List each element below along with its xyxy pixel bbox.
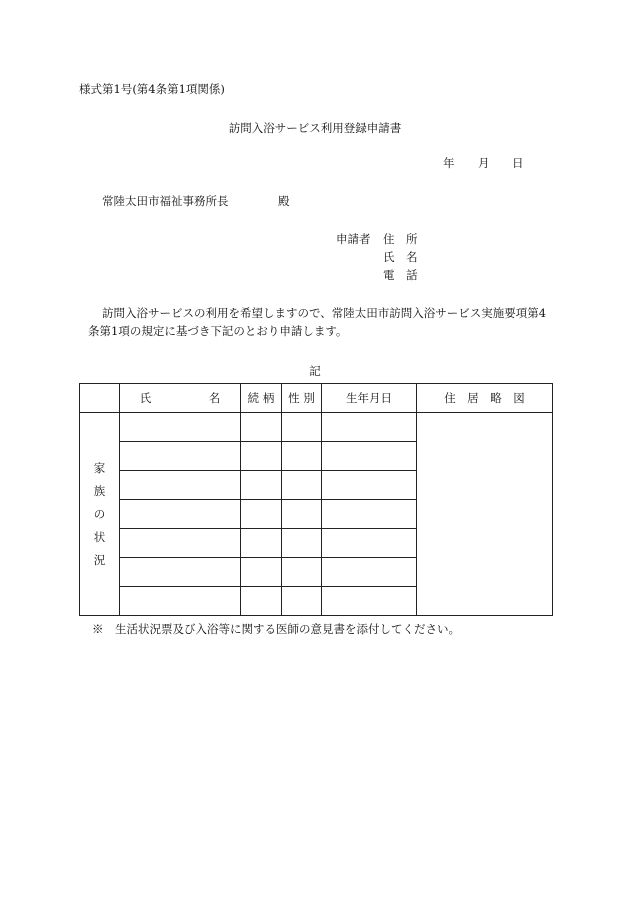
gender-cell[interactable] — [282, 442, 322, 471]
addressee-honorific: 殿 — [278, 194, 290, 208]
relation-cell[interactable] — [241, 442, 282, 471]
gender-cell[interactable] — [282, 558, 322, 587]
applicant-name-label: 氏 名 — [383, 250, 418, 264]
header-gender: 性 別 — [282, 384, 322, 413]
name-cell[interactable] — [120, 413, 241, 442]
gender-cell[interactable] — [282, 413, 322, 442]
form-number: 様式第1号(第4条第1項関係) — [79, 82, 225, 96]
name-cell[interactable] — [120, 500, 241, 529]
table-header-row — [80, 384, 553, 413]
applicant-phone-label: 電 話 — [383, 268, 418, 282]
relation-cell[interactable] — [241, 500, 282, 529]
body-text-line-1: 訪問入浴サービスの利用を希望しますので、常陸太田市訪問入浴サービス実施要項第4 — [102, 306, 547, 320]
name-cell[interactable] — [120, 558, 241, 587]
side-label-char: 族 — [93, 483, 106, 498]
birthdate-cell[interactable] — [322, 529, 417, 558]
residence-map-cell[interactable] — [417, 413, 553, 616]
name-cell[interactable] — [120, 442, 241, 471]
body-text-line-2: 条第1項の規定に基づき下記のとおり申請します。 — [88, 324, 348, 338]
date-year-label: 年 — [443, 156, 455, 170]
relation-cell[interactable] — [241, 413, 282, 442]
birthdate-cell[interactable] — [322, 442, 417, 471]
family-status-table — [79, 383, 553, 616]
applicant-label: 申請者 — [336, 232, 371, 246]
gender-cell[interactable] — [282, 587, 322, 616]
relation-cell[interactable] — [241, 529, 282, 558]
name-cell[interactable] — [120, 471, 241, 500]
name-cell[interactable] — [120, 529, 241, 558]
relation-cell[interactable] — [241, 558, 282, 587]
side-label-char: 状 — [93, 529, 106, 544]
name-cell[interactable] — [120, 587, 241, 616]
birthdate-cell[interactable] — [322, 500, 417, 529]
header-relation: 続 柄 — [241, 384, 282, 413]
relation-cell[interactable] — [241, 471, 282, 500]
attachment-note: ※ 生活状況票及び入浴等に関する医師の意見書を添付してください。 — [92, 622, 460, 636]
header-name: 氏 名 — [120, 384, 241, 413]
birthdate-cell[interactable] — [322, 413, 417, 442]
table-row — [80, 413, 553, 442]
birthdate-cell[interactable] — [322, 471, 417, 500]
gender-cell[interactable] — [282, 529, 322, 558]
header-birthdate: 生年月日 — [322, 384, 417, 413]
side-label-char: 家 — [93, 460, 106, 475]
document-title: 訪問入浴サービス利用登録申請書 — [228, 121, 402, 135]
side-label-char: 況 — [93, 552, 106, 567]
gender-cell[interactable] — [282, 471, 322, 500]
birthdate-cell[interactable] — [322, 558, 417, 587]
header-blank-cell — [80, 384, 120, 413]
applicant-address-label: 住 所 — [383, 232, 418, 246]
birthdate-cell[interactable] — [322, 587, 417, 616]
date-day-label: 日 — [512, 156, 524, 170]
gender-cell[interactable] — [282, 500, 322, 529]
relation-cell[interactable] — [241, 587, 282, 616]
notation-ki: 記 — [309, 364, 321, 378]
addressee: 常陸太田市福祉事務所長 — [102, 194, 229, 208]
header-residence-map: 住 居 略 図 — [417, 384, 553, 413]
date-month-label: 月 — [478, 156, 490, 170]
family-status-label — [80, 413, 120, 616]
side-label-char: の — [93, 506, 106, 521]
